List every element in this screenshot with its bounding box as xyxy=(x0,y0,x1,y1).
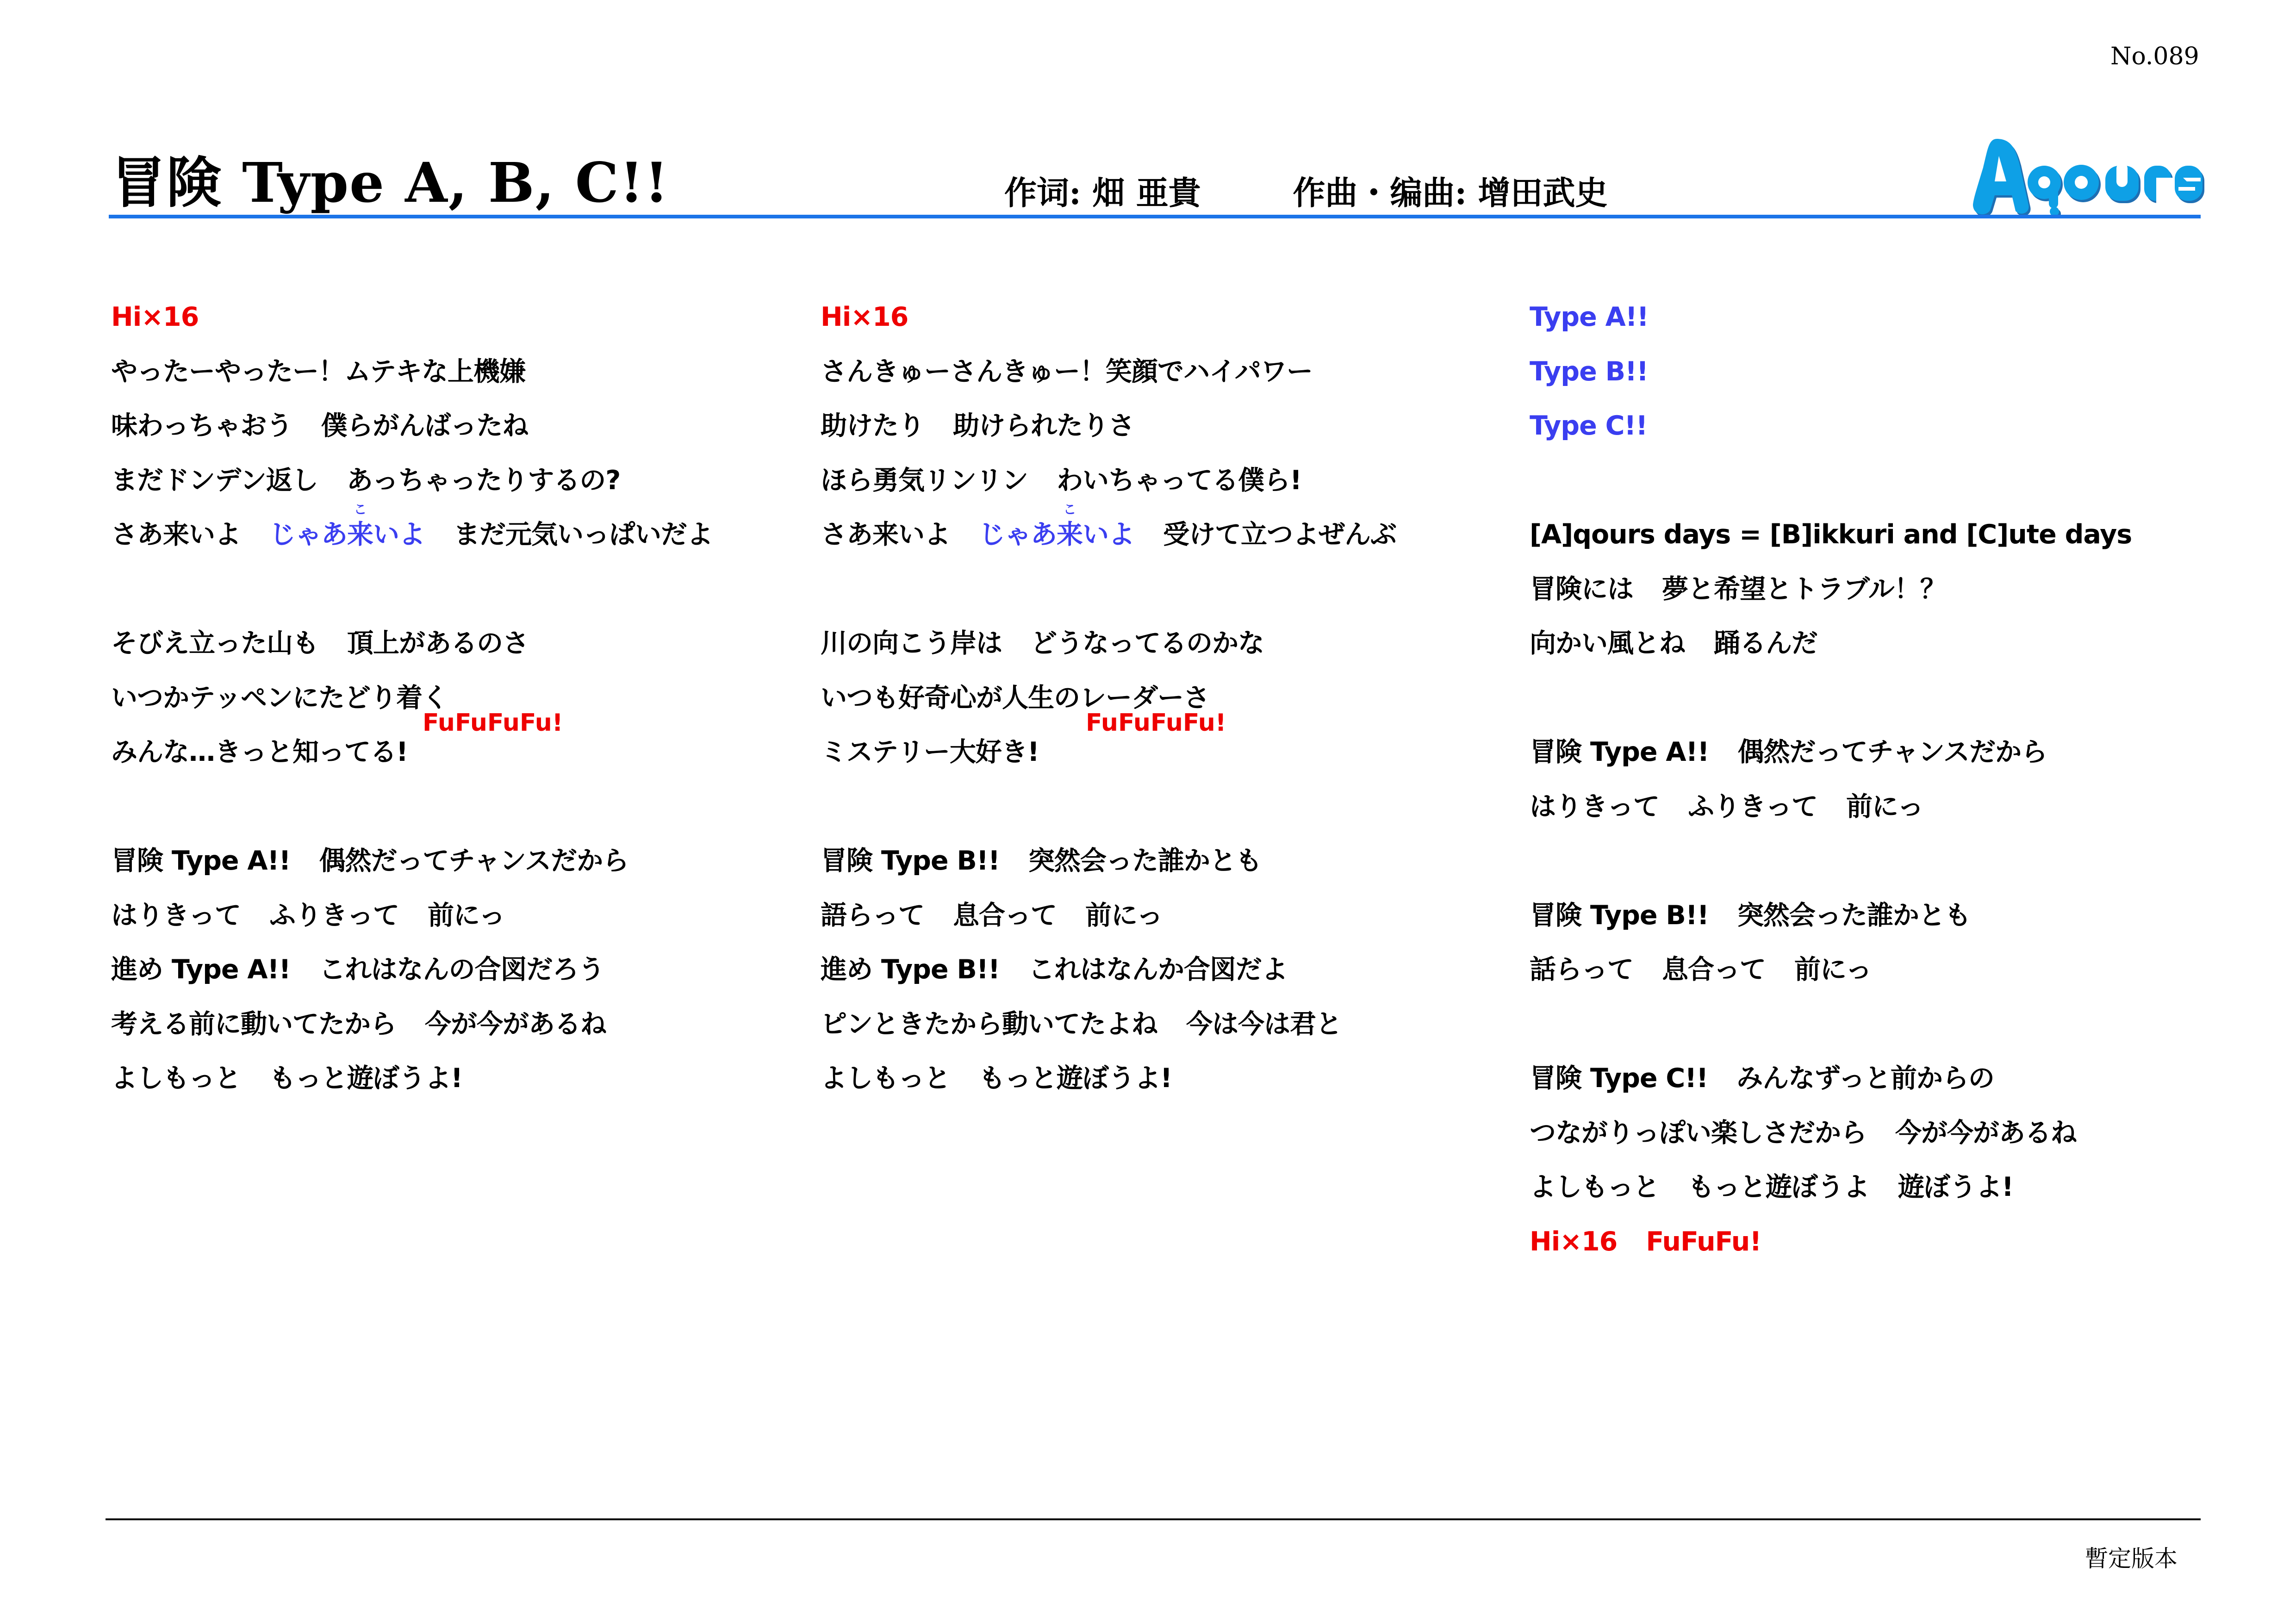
lyric-segment: さあ来いよ xyxy=(111,519,241,550)
lyric-segment: 今が今があるね xyxy=(1895,1117,2077,1148)
lyric-line xyxy=(1530,1062,1994,1094)
lyric-line: Type B!! xyxy=(1530,356,1649,387)
lyric-segment: 向かい風とね xyxy=(1530,628,1685,659)
lyric-segment: 冒険には xyxy=(1530,573,1633,604)
call-phrase xyxy=(979,502,1134,550)
lyric-line xyxy=(821,464,1301,497)
lyric-line xyxy=(1530,1171,2013,1203)
lyric-segment: 偶然だってチャンスだから xyxy=(1737,737,2047,767)
lyric-segment: 川の向こう岸は xyxy=(821,628,1002,659)
lyric-segment: 受けて立つよぜんぶ xyxy=(1163,519,1396,550)
lyric-line xyxy=(821,627,1264,659)
lyric-segment: 突然会った誰かとも xyxy=(1737,900,1971,931)
lyric-line: いつも好奇心が人生のレーダーさ xyxy=(821,682,1209,713)
lyric-segment: Hi×16 xyxy=(1530,1226,1618,1257)
lyric-segment: みんなずっと前からの xyxy=(1736,1063,1994,1094)
callout-fufufu: FuFuFuFu! xyxy=(1086,709,1226,737)
lyric-segment: 前にっ xyxy=(428,900,505,931)
lyric-segment: 語らって xyxy=(821,900,924,931)
ruby-annotated-kanji xyxy=(347,502,373,551)
lyric-segment: 助けたり xyxy=(821,410,924,441)
lyric-segment: 進め Type B!! xyxy=(821,954,1000,985)
lyric-segment: 冒険 Type C!! xyxy=(1530,1063,1708,1094)
lyric-segment: 僕らがんばったね xyxy=(321,410,529,441)
lyric-segment: 今は今は君と xyxy=(1186,1008,1342,1039)
lyricist-label: 作词: xyxy=(1004,174,1081,212)
lyric-line xyxy=(111,410,528,442)
lyric-segment: 考える前に動いてたから xyxy=(111,1008,396,1039)
lyric-line: Hi×16 xyxy=(821,302,908,332)
lyric-segment: よしもっと xyxy=(821,1063,950,1094)
lyric-line: ミステリー大好き! xyxy=(821,737,1039,767)
lyric-segment: 助けられたりさ xyxy=(953,410,1134,441)
lyric-line: やったーやったー！ムテキな上機嫌 xyxy=(111,356,525,387)
lyric-line xyxy=(821,1008,1342,1040)
lyric-line xyxy=(1530,790,1923,823)
lyric-segment: 冒険 Type B!! xyxy=(1530,900,1709,931)
lyric-line xyxy=(1530,953,1872,986)
composer-name: 增田武史 xyxy=(1478,174,1608,212)
logo-letters xyxy=(1973,139,2203,216)
lyric-line xyxy=(111,502,713,551)
header-divider xyxy=(109,215,2201,218)
lyric-line xyxy=(1530,573,1946,605)
lyric-line xyxy=(821,845,1262,877)
lyric-segment: まだ元気いっぱいだよ xyxy=(454,519,713,550)
lyric-line xyxy=(111,627,529,659)
lyric-segment: じゃあ xyxy=(269,519,347,550)
lyric-segment: 息合って xyxy=(953,900,1057,931)
song-title: 冒険 Type A, B, C!! xyxy=(111,150,670,215)
ruby-reading: こ xyxy=(1063,502,1076,517)
lyric-segment: 冒険 Type A!! xyxy=(111,846,291,876)
footer-divider xyxy=(106,1518,2201,1520)
lyric-segment: つながりっぽい楽しさだから xyxy=(1530,1117,1867,1148)
lyric-line: さんきゅーさんきゅー！笑顔でハイパワー xyxy=(821,356,1313,387)
lyric-segment: ほら勇気リンリン xyxy=(821,465,1028,496)
ruby-reading: こ xyxy=(354,502,367,517)
lyric-segment: これはなんの合図だろう xyxy=(319,954,604,985)
lyric-segment: 偶然だってチャンスだから xyxy=(319,846,629,876)
document-number: No.089 xyxy=(2110,43,2199,70)
lyric-segment: もっと遊ぼうよ! xyxy=(269,1063,462,1094)
lyric-segment: 進め Type A!! xyxy=(111,954,291,985)
lyric-line xyxy=(821,899,1163,932)
lyric-segment: はりきって xyxy=(1530,791,1659,822)
lyric-line: いつかテッペンにたどり着く xyxy=(111,682,448,713)
lyric-line xyxy=(821,953,1288,986)
lyric-line xyxy=(111,953,604,986)
lyric-segment: もっと遊ぼうよ! xyxy=(979,1063,1172,1094)
lyric-line xyxy=(821,502,1396,551)
lyric-line: Type A!! xyxy=(1530,302,1649,332)
lyric-segment: いよ xyxy=(373,519,425,550)
lyric-line: [A]qours days = [B]ikkuri and [C]ute days xyxy=(1530,519,2132,550)
aqours-logo xyxy=(1969,135,2205,218)
lyric-segment: 味わっちゃおう xyxy=(111,410,292,441)
lyric-line xyxy=(111,899,505,932)
ruby-base: 来 xyxy=(347,519,373,550)
lyric-segment: 頂上があるのさ xyxy=(347,628,529,659)
lyric-segment: これはなんか合図だよ xyxy=(1028,954,1288,985)
lyric-segment: あっちゃったりするの? xyxy=(346,465,621,496)
lyric-segment: 息合って xyxy=(1662,954,1766,985)
lyric-segment: 前にっ xyxy=(1085,900,1163,931)
lyric-segment: 冒険 Type A!! xyxy=(1530,737,1709,767)
lyric-line xyxy=(1530,1225,1761,1258)
lyric-segment: じゃあ xyxy=(979,519,1057,550)
lyric-segment: いよ xyxy=(1083,519,1134,550)
lyric-segment: 今が今があるね xyxy=(425,1008,606,1039)
lyricist-name: 畑 亜貴 xyxy=(1092,174,1201,212)
composer-label: 作曲・编曲: xyxy=(1293,174,1467,212)
lyric-segment: わいちゃってる僕ら! xyxy=(1057,465,1301,496)
lyric-line xyxy=(111,1062,462,1094)
lyric-segment: ふりきって xyxy=(1688,791,1817,822)
lyric-segment: まだドンデン返し xyxy=(111,465,318,496)
lyric-segment: FuFuFu! xyxy=(1646,1226,1761,1257)
lyric-segment: もっと遊ぼうよ xyxy=(1688,1172,1869,1202)
lyric-segment: 前にっ xyxy=(1846,791,1923,822)
lyric-line xyxy=(821,410,1134,442)
lyric-segment: どうなってるのかな xyxy=(1031,628,1264,659)
lyric-line xyxy=(1530,627,1817,659)
lyric-line xyxy=(111,845,628,877)
lyric-line xyxy=(1530,1117,2077,1149)
callout-fufufu: FuFuFuFu! xyxy=(423,709,563,737)
lyric-segment: ふりきって xyxy=(269,900,399,931)
lyric-segment: そびえ立った山も xyxy=(111,628,318,659)
lyric-segment: さあ来いよ xyxy=(821,519,950,550)
ruby-annotated-kanji xyxy=(1057,502,1083,551)
lyric-segment: 話らって xyxy=(1530,954,1633,985)
lyric-line: みんな…きっと知ってる! xyxy=(111,737,408,767)
draft-version-note: 暫定版本 xyxy=(2085,1545,2178,1572)
lyric-segment: 夢と希望とトラブル！？ xyxy=(1662,573,1946,604)
credits xyxy=(1004,174,1608,212)
lyric-line xyxy=(111,1008,606,1040)
lyric-line xyxy=(1530,899,1971,932)
lyric-segment: 踊るんだ xyxy=(1714,628,1817,659)
lyric-segment: 遊ぼうよ! xyxy=(1898,1172,2013,1202)
lyric-segment: はりきって xyxy=(111,900,241,931)
lyric-line xyxy=(111,464,620,497)
lyric-segment: 突然会った誰かとも xyxy=(1028,846,1262,876)
lyric-segment: 冒険 Type B!! xyxy=(821,846,1000,876)
lyric-line xyxy=(821,1062,1172,1094)
lyric-line: Hi×16 xyxy=(111,302,199,332)
lyric-segment: よしもっと xyxy=(1530,1172,1659,1202)
lyric-segment: ピンときたから動いてたよね xyxy=(821,1008,1157,1039)
lyric-segment: 前にっ xyxy=(1794,954,1872,985)
ruby-base: 来 xyxy=(1057,519,1083,550)
lyric-line: Type C!! xyxy=(1530,410,1648,441)
lyric-segment: よしもっと xyxy=(111,1063,241,1094)
call-phrase xyxy=(269,502,425,550)
lyric-line xyxy=(1530,736,2047,768)
